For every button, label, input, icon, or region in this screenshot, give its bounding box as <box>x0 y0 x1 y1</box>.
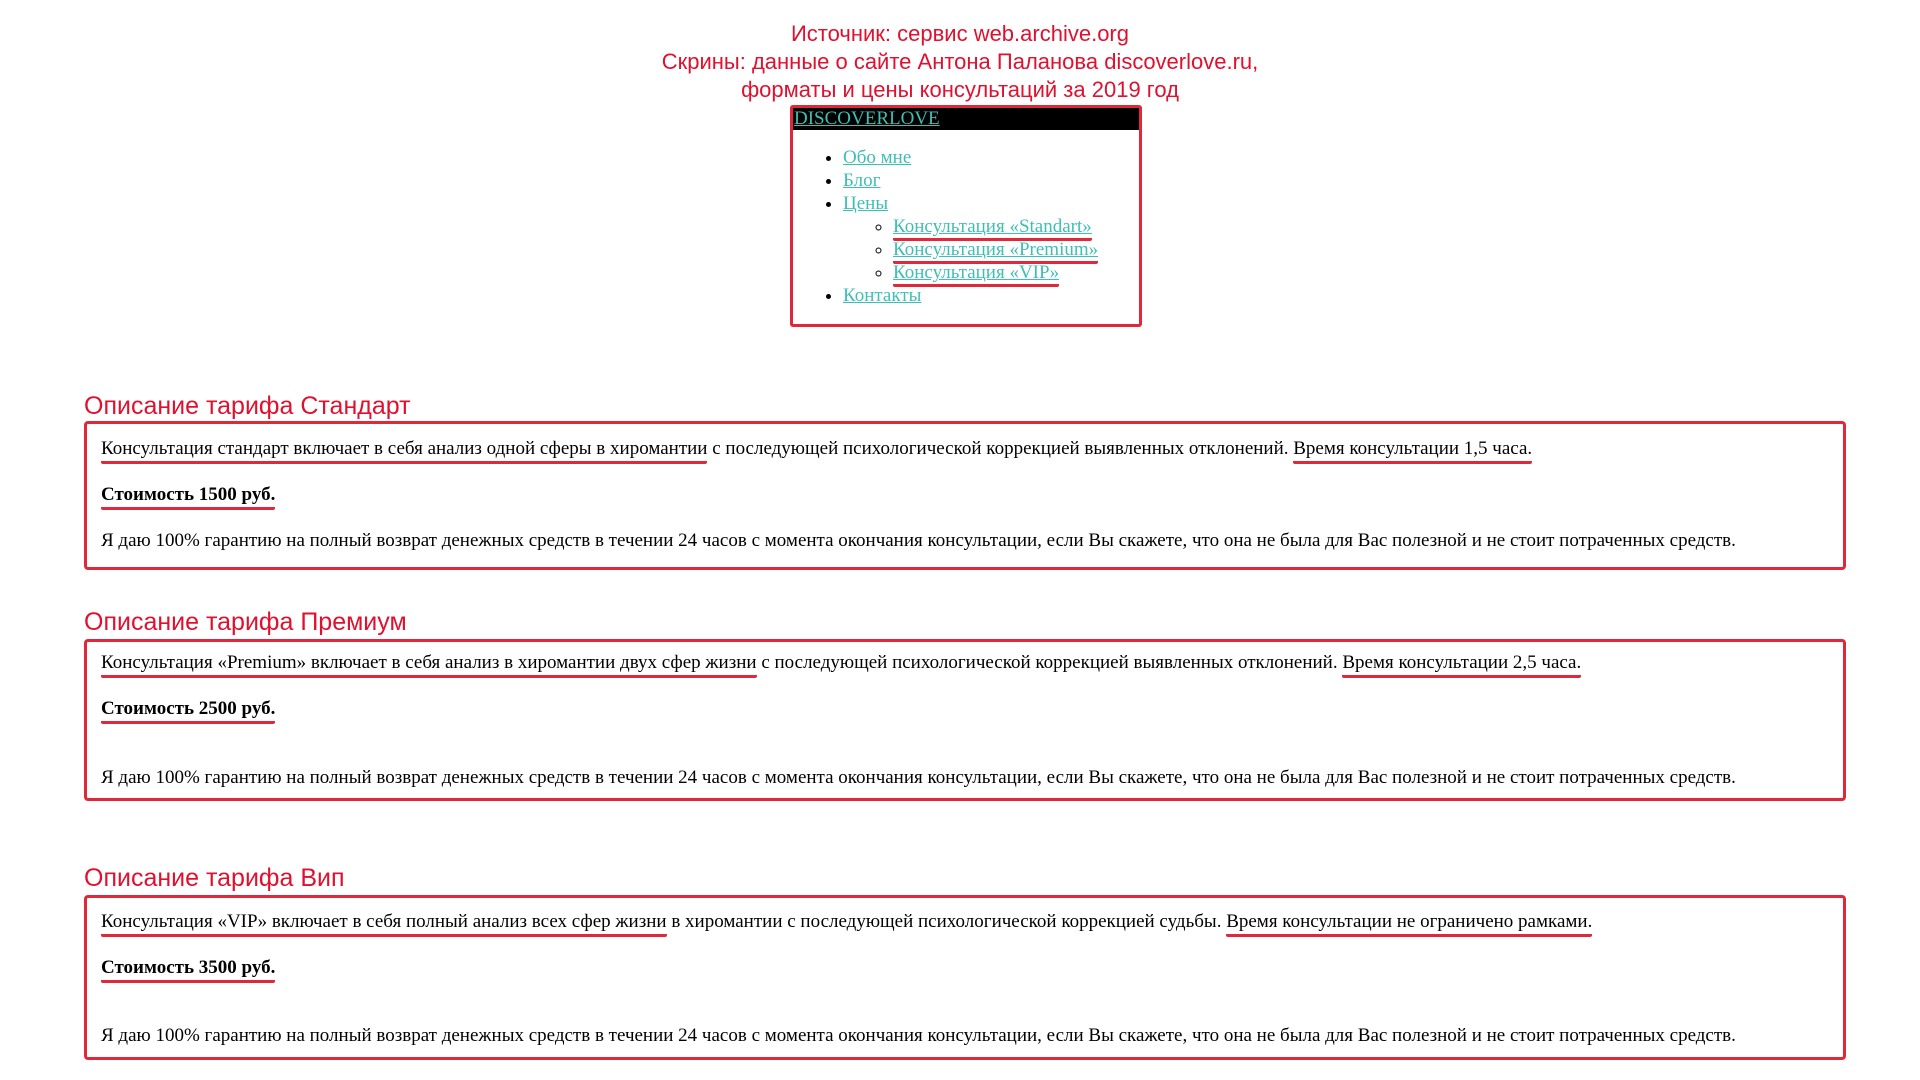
nav-subitem-vip <box>893 261 1139 284</box>
nav-item-about <box>843 146 1139 169</box>
section-title-vip: Описание тарифа Вип <box>84 864 345 892</box>
caption-line-2: Скрины: данные о сайте Антона Паланова discoverlove.ru, <box>661 49 1259 74</box>
tariff-box-vip <box>84 895 1846 1060</box>
tariff-price-value: Стоимость 1500 руб. <box>101 484 275 510</box>
tariff-price <box>101 698 275 720</box>
tariff-description-highlight: Консультация стандарт включает в себя анализ одной сферы в хиромантии <box>101 438 707 464</box>
site-brand-link[interactable]: DISCOVERLOVE <box>793 108 1139 130</box>
nav-item-prices <box>843 192 1139 284</box>
tariff-duration: Время консультации 1,5 часа. <box>1293 438 1532 464</box>
section-title-premium: Описание тарифа Премиум <box>84 608 407 636</box>
source-caption <box>0 20 1920 104</box>
tariff-box-standard <box>84 421 1846 570</box>
tariff-price-value: Стоимость 2500 руб. <box>101 698 275 724</box>
caption-line-1: Источник: сервис web.archive.org <box>790 21 1129 46</box>
tariff-description-rest: с последующей психологической коррекцией выявленных отклонений. <box>707 438 1294 459</box>
tariff-description-rest: с последующей психологической коррекцией выявленных отклонений. <box>756 652 1343 673</box>
tariff-box-premium <box>84 639 1846 801</box>
site-nav-screenshot <box>790 105 1142 327</box>
nav-subitem-standart <box>893 215 1139 238</box>
nav-link-prices[interactable]: Цены <box>843 193 889 214</box>
tariff-price-value: Стоимость 3500 руб. <box>101 957 275 983</box>
tariff-guarantee: Я даю 100% гарантию на полный возврат денежных средств в течении 24 часов с момента окончания консультации, если Вы скажете, что она не была для Вас полезной и не стоит потраченных средств. <box>101 1025 1736 1046</box>
tariff-description <box>101 911 1592 933</box>
caption-line-3: форматы и цены консультаций за 2019 год <box>741 77 1179 102</box>
nav-item-blog <box>843 169 1139 192</box>
nav-submenu-prices <box>843 215 1139 284</box>
tariff-description <box>101 652 1581 674</box>
nav-link-blog[interactable]: Блог <box>843 170 881 191</box>
nav-item-contacts <box>843 284 1139 307</box>
tariff-price <box>101 957 275 979</box>
tariff-description-highlight: Консультация «VIP» включает в себя полный анализ всех сфер жизни <box>101 911 667 937</box>
tariff-description <box>101 438 1532 460</box>
tariff-guarantee: Я даю 100% гарантию на полный возврат денежных средств в течении 24 часов с момента окончания консультации, если Вы скажете, что она не была для Вас полезной и не стоит потраченных средств. <box>101 530 1736 551</box>
tariff-description-highlight: Консультация «Premium» включает в себя анализ в хиромантии двух сфер жизни <box>101 652 757 678</box>
tariff-duration: Время консультации не ограничено рамками. <box>1226 911 1592 937</box>
tariff-price <box>101 484 275 506</box>
nav-link-contacts[interactable]: Контакты <box>843 285 922 306</box>
tariff-description-rest: в хиромантии с последующей психологической коррекцией судьбы. <box>666 911 1227 932</box>
nav-link-vip[interactable]: Консультация «VIP» <box>893 262 1059 287</box>
nav-link-standart[interactable]: Консультация «Standart» <box>893 216 1092 241</box>
tariff-duration: Время консультации 2,5 часа. <box>1342 652 1581 678</box>
nav-link-about[interactable]: Обо мне <box>843 147 912 168</box>
nav-menu <box>793 146 1139 307</box>
nav-link-premium[interactable]: Консультация «Premium» <box>893 239 1098 264</box>
tariff-guarantee: Я даю 100% гарантию на полный возврат денежных средств в течении 24 часов с момента окончания консультации, если Вы скажете, что она не была для Вас полезной и не стоит потраченных средств. <box>101 767 1736 788</box>
section-title-standard: Описание тарифа Стандарт <box>84 392 411 420</box>
nav-subitem-premium <box>893 238 1139 261</box>
